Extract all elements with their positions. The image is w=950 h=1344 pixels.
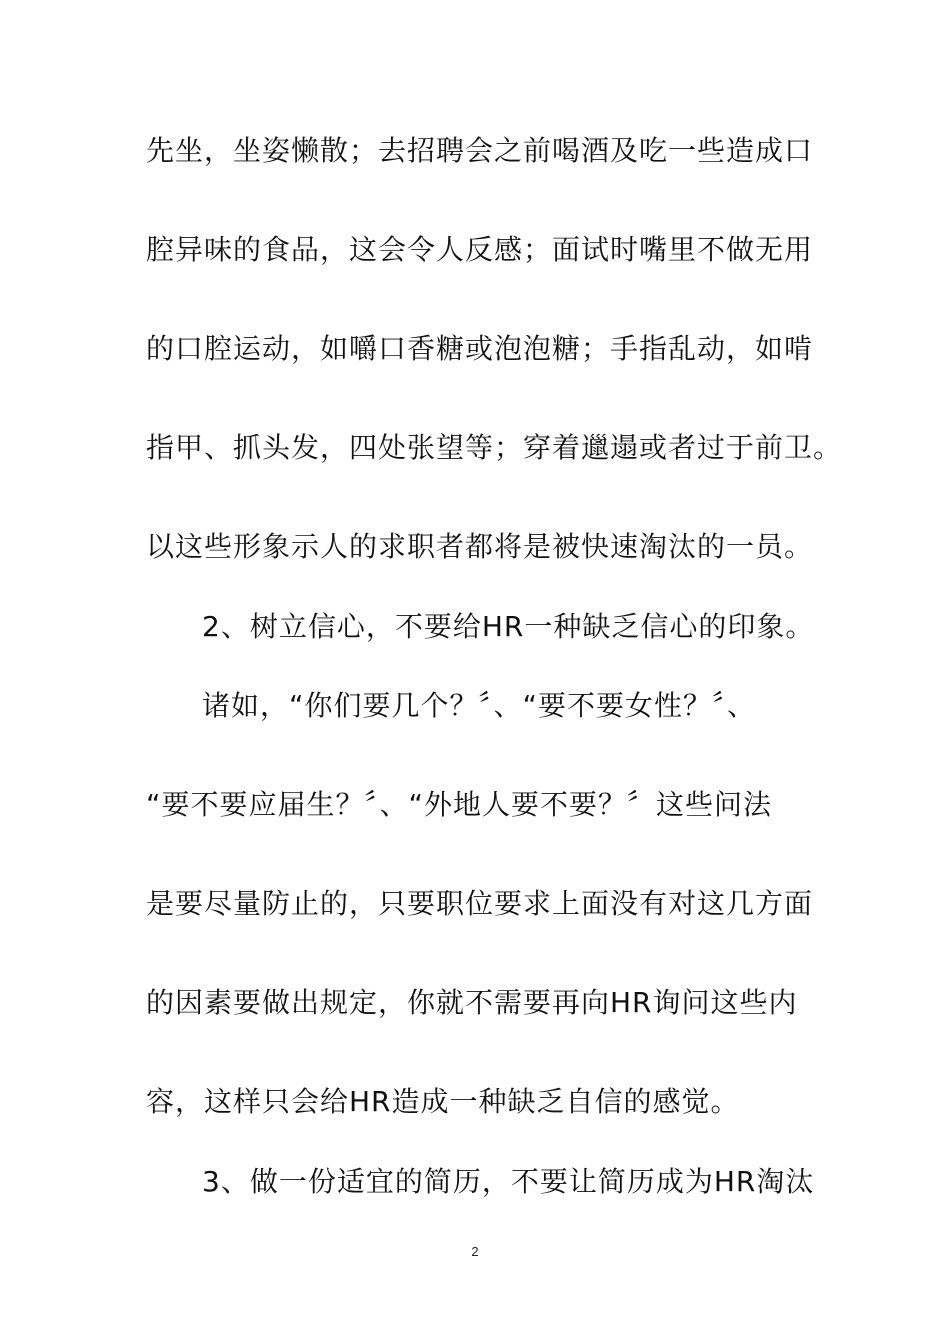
section-heading: 2、树立信心，不要给HR一种缺乏信心的印象。 <box>202 610 815 643</box>
text-line: 的口腔运动，如嚼口香糖或泡泡糖；手指乱动，如啃 <box>146 332 814 365</box>
text-line: 腔异味的食品，这会令人反感；面试时嘴里不做无用 <box>146 233 814 266</box>
text-line: 诸如，“你们要几个？〞、“要不要女性？〞、 <box>202 689 757 722</box>
text-line: “要不要应届生？〞、“外地人要不要？〞这些问法 <box>146 788 773 821</box>
text-line: 是要尽量防止的，只要职位要求上面没有对这几方面 <box>146 887 814 920</box>
text-line: 容，这样只会给HR造成一种缺乏自信的感觉。 <box>146 1085 740 1118</box>
section-heading: 3、做一份适宜的简历，不要让简历成为HR淘汰 <box>202 1165 815 1198</box>
text-line: 指甲、抓头发，四处张望等；穿着邋遢或者过于前卫。 <box>146 431 843 464</box>
page-number: 2 <box>471 1244 479 1259</box>
text-line: 先坐，坐姿懒散；去招聘会之前喝酒及吃一些造成口 <box>146 134 814 167</box>
text-line: 的因素要做出规定，你就不需要再向HR询问这些内 <box>146 986 798 1019</box>
text-line: 以这些形象示人的求职者都将是被快速淘汰的一员。 <box>146 530 814 563</box>
